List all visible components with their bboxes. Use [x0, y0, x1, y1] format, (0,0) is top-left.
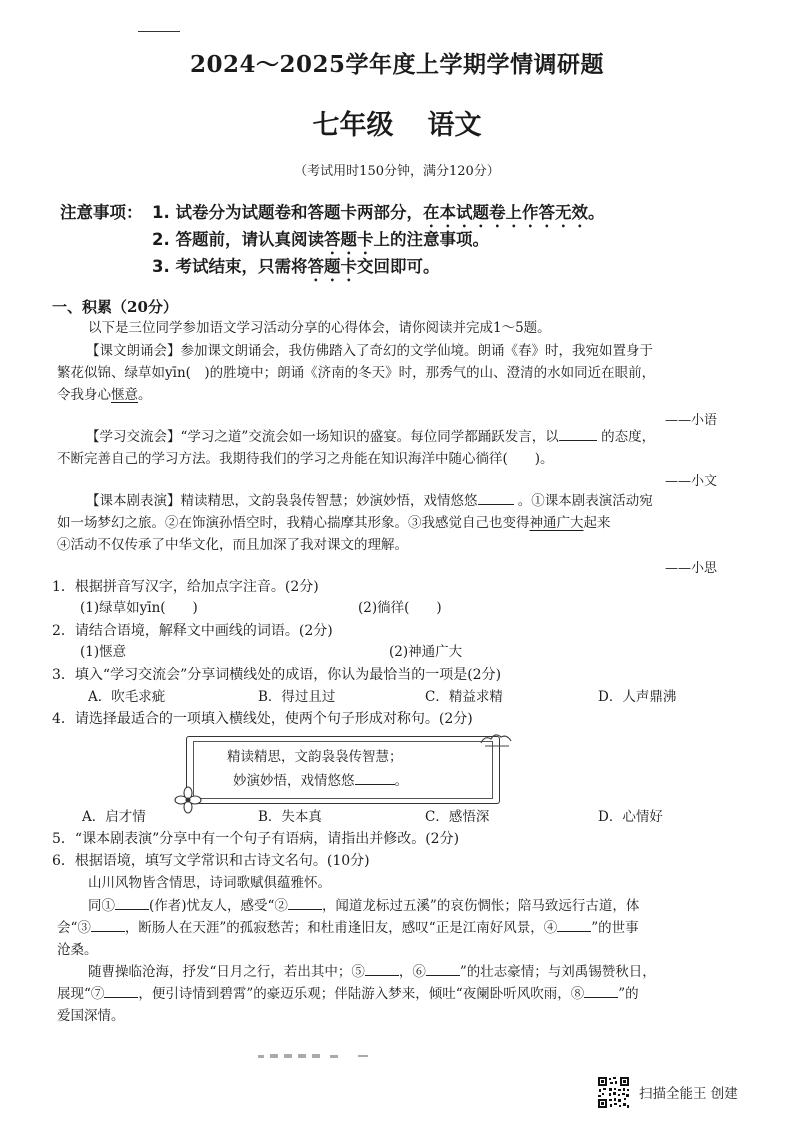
passage3-line3: ④活动不仅传承了中华文化，而且加深了我对课文的理解。 — [57, 537, 408, 553]
q6-line-3-a: 会“③ — [57, 920, 91, 936]
couplet-line-2-end: 。 — [394, 773, 408, 789]
q6-line-4: 沧桑。 — [57, 942, 98, 958]
passage3-line2 — [57, 512, 611, 534]
answer-blank — [478, 490, 514, 505]
q6-line-3-b: ，断肠人在天涯”的孤寂愁苦；和杜甫逢旧友，感叹“正是江南好风景，④ — [124, 920, 558, 936]
notice-item-2-emphasis: 答题卡 — [324, 230, 374, 249]
question-1-part-1: (1)绿草如yīn( ) — [80, 600, 198, 616]
question-4: 4．请选择最适合的一项填入横线处，使两个句子形成对称句。(2分) — [52, 711, 473, 727]
passage2-line1-a: 【学习交流会】“学习之道”交流会如一场知识的盛宴。每位同学都踊跃发言，以 — [86, 429, 559, 445]
q6-line-6-c: ”的 — [618, 986, 639, 1002]
question-3-option-b: B．得过且过 — [258, 689, 336, 705]
notice-item-1-end: 。 — [588, 203, 605, 222]
q6-line-5 — [88, 961, 656, 983]
exam-title: 2024～2025学年度上学期学情调研题 — [189, 51, 605, 78]
q6-line-6 — [57, 983, 639, 1005]
question-3: 3．填入“学习交流会”分享词横线处的成语，你认为最恰当的一项是(2分) — [52, 667, 502, 683]
question-2-part-2: (2)神通广大 — [389, 644, 463, 660]
q6-line-5-a: 随曹操临沧海，抒发“日月之行，若出其中；⑤ — [88, 964, 365, 980]
question-2: 2．请结合语境，解释文中画线的词语。(2分) — [52, 623, 333, 639]
answer-blank — [584, 983, 618, 998]
q6-line-2-c: ，闻道龙标过五溪”的哀伤惆怅；陪马致远行古道，体 — [321, 898, 640, 914]
answer-blank — [426, 961, 460, 976]
passage3-line1-a: 【课本剧表演】精读精思，文韵袅袅传智慧；妙演妙悟，戏情悠悠 — [86, 493, 478, 509]
author-xiaosi: ——小思 — [665, 561, 718, 576]
passage3-line1-b: 。①课本剧表演活动宛 — [517, 493, 653, 509]
passage3-line2-end: 起来 — [583, 515, 611, 531]
q6-line-3-c: ”的世事 — [591, 920, 639, 936]
question-6: 6．根据语境，填写文学常识和古诗文名句。(10分) — [52, 853, 370, 869]
answer-blank — [288, 895, 322, 910]
couplet-box — [186, 736, 500, 804]
passage1-line2-b: )的胜境中；朗诵《济南的冬天》时，那秀气的山、澄清的水如同近在眼前， — [204, 365, 656, 381]
answer-blank — [365, 961, 399, 976]
q6-line-6-b: ，便引诗情到碧霄”的豪迈乐观；伴陆游入梦来，倾吐“夜阑卧听风吹雨，⑧ — [138, 986, 585, 1002]
couplet-line-1: 精读精思，文韵袅袅传智慧； — [227, 749, 403, 765]
q6-line-3 — [57, 917, 639, 939]
qr-code-icon — [597, 1076, 630, 1109]
answer-blank — [91, 917, 125, 932]
passage2-line1-b: 的态度， — [601, 429, 656, 445]
notice-item-2-text: 2. 答题前，请认真阅读 — [152, 230, 324, 249]
passage3-line2-a: 如一场梦幻之旅。②在饰演孙悟空时，我精心揣摩其形象。③我感觉自己也变得 — [57, 515, 530, 531]
passage3-line1 — [86, 490, 653, 512]
couplet-line-2 — [233, 769, 408, 789]
q6-line-6-a: 展现“⑦ — [57, 986, 105, 1002]
notice-item-1-text: 1. 试卷分为试题卷和答题卡两部分， — [152, 203, 423, 222]
notice-label: 注意事项： — [60, 203, 143, 222]
exam-subject — [0, 103, 794, 142]
section-heading: 一、积累（20分） — [52, 298, 178, 316]
cutoff-text-remnant — [258, 1052, 378, 1062]
q6-line-5-c: ”的壮志豪情；与刘禹锡赞秋日， — [459, 964, 656, 980]
section-intro: 以下是三位同学参加语文学习活动分享的心得体会，请你阅读并完成1～5题。 — [88, 320, 551, 336]
answer-blank — [559, 426, 597, 441]
passage1-line2 — [57, 362, 655, 384]
q6-line-7: 爱国深情。 — [57, 1008, 125, 1024]
q6-line-5-b: ，⑥ — [398, 964, 426, 980]
notice-item-3-text: 3. 考试结束，只需将 — [152, 257, 308, 276]
question-4-option-b: B．失本真 — [258, 809, 322, 825]
question-4-option-d: D．心情好 — [598, 809, 663, 825]
author-xiaowen: ——小文 — [665, 474, 718, 489]
q6-line-1: 山川风物皆含情思，诗词歌赋俱蕴雅怀。 — [88, 875, 331, 891]
underlined-word-qieyi: 惬意 — [111, 387, 138, 403]
answer-blank — [104, 983, 138, 998]
question-3-option-c: C．精益求精 — [425, 689, 503, 705]
answer-blank — [355, 770, 395, 785]
time-info: （考试用时150分钟，满分120分） — [294, 164, 500, 179]
q6-line-2-a: 同① — [88, 898, 115, 914]
question-1: 1．根据拼音写汉字，给加点字注音。(2分) — [52, 579, 319, 595]
cloud-ornament-icon — [479, 729, 513, 749]
passage2-line1 — [86, 426, 655, 448]
notice-item-1-emphasis: 在本试题卷上作答无效 — [423, 203, 588, 222]
question-3-option-a: A．吹毛求疵 — [88, 689, 166, 705]
question-4-option-c: C．感悟深 — [425, 809, 490, 825]
question-5: 5．“课本剧表演”分享中有一个句子有语病，请指出并修改。(2分) — [52, 831, 460, 847]
passage1-line3 — [57, 384, 152, 406]
q6-line-2 — [88, 895, 639, 917]
answer-blank — [557, 917, 591, 932]
notice-item-3-emphasis: 答题卡 — [307, 257, 357, 276]
couplet-line-2-text: 妙演妙悟，戏情悠悠 — [233, 773, 355, 789]
passage1-line2-a: 繁花似锦、绿草如yīn( — [57, 365, 191, 381]
passage1-line3-end: 。 — [138, 387, 152, 403]
question-4-option-a: A．启才情 — [82, 809, 146, 825]
notice-item-3 — [152, 253, 440, 285]
flower-ornament-icon — [173, 785, 203, 815]
q6-line-2-b: (作者)忧友人，感受“② — [149, 898, 288, 914]
passage2-line2: 不断完善自己的学习方法。我期待我们的学习之舟能在知识海洋中随心徜徉( )。 — [57, 451, 554, 467]
author-xiaoyu: ——小语 — [665, 413, 718, 428]
passage1-line3-a: 令我身心 — [57, 387, 111, 403]
grade-label: 七年级 — [312, 110, 394, 141]
question-2-part-1: (1)惬意 — [80, 644, 127, 660]
scanner-watermark: 扫描全能王 创建 — [639, 1086, 738, 1102]
question-3-option-d: D．人声鼎沸 — [598, 689, 677, 705]
notice-item-2-end: 上的注意事项。 — [373, 230, 489, 249]
question-1-part-2: (2)徜徉( ) — [358, 600, 442, 616]
top-rule — [138, 31, 180, 32]
underlined-word-shentong: 神通广大 — [529, 515, 584, 531]
answer-blank — [115, 895, 149, 910]
passage1-line1: 【课文朗诵会】参加课文朗诵会，我仿佛踏入了奇幻的文学仙境。朗诵《春》时，我宛如置身于 — [86, 343, 653, 359]
notice-item-3-end: 交回即可。 — [357, 257, 440, 276]
subject-label: 语文 — [427, 110, 482, 141]
